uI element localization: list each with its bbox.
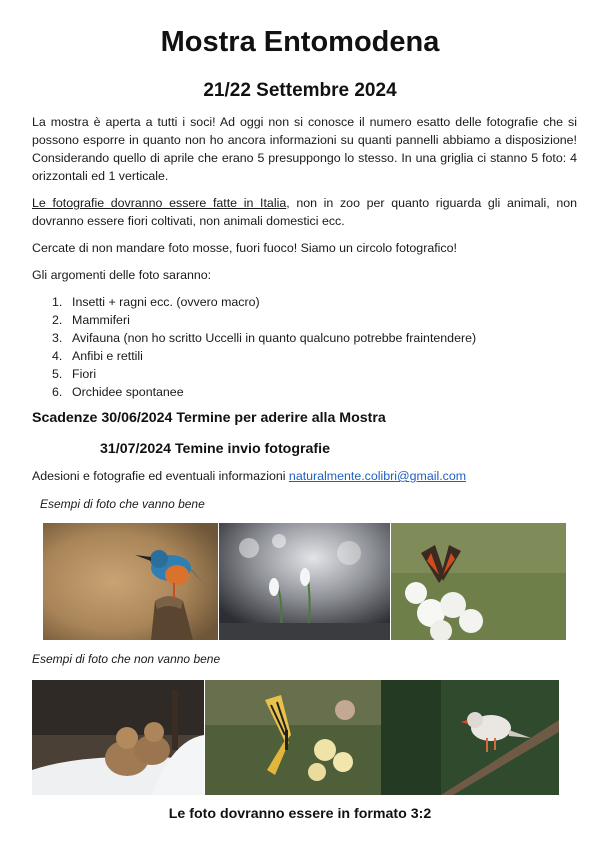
contact-email-link[interactable]: naturalmente.colibri@gmail.com (288, 469, 467, 483)
caption-good-examples: Esempi di foto che vanno bene (40, 497, 205, 511)
date-heading: 21/22 Settembre 2024 (203, 80, 397, 101)
page-title: Mostra Entomodena (160, 26, 440, 58)
swallowtail-photo (205, 680, 381, 795)
list-item: 5. Fiori (52, 367, 97, 381)
quality-paragraph: Cercate di non mandare foto mosse, fuori fuoco! Siamo un circolo fotografico! (32, 241, 457, 255)
list-item: 3. Avifauna (non ho scritto Uccelli in quanto qualcuno potrebbe fraintendere) (52, 331, 477, 345)
list-item: 2. Mammiferi (52, 313, 130, 327)
list-item: 1. Insetti + ragni ecc. (ovvero macro) (52, 295, 260, 309)
butterfly-on-blossom-photo (391, 523, 566, 640)
intro-paragraph: La mostra è aperta a tutti i soci! Ad oggi non si conosce il numero esatto delle fotografie che si possono esporre in quanto non ho ancora informazioni su quanti pannelli abbiamo a disposizione! Considerando quello di aprile che erano 5 presuppongo lo stesso. In una griglia ci stanno 5 foto: 4 orizzontali ed 1 verticale. (32, 115, 577, 183)
lynx-photo (32, 680, 204, 795)
contact-line: Adesioni e fotografie ed eventuali informazioni naturalmente.colibri@gmail.com (32, 469, 467, 483)
snowdrops-photo (219, 523, 390, 640)
topics-list (32, 293, 476, 401)
list-item: 6. Orchidee spontanee (52, 385, 184, 399)
list-item: 4. Anfibi e rettili (52, 349, 143, 363)
caption-bad-examples: Esempi di foto che non vanno bene (32, 652, 221, 666)
rules-underlined: Le fotografie dovranno essere fatte in Italia (32, 196, 287, 210)
format-note: Le foto dovranno essere in formato 3:2 (168, 806, 432, 822)
rules-rest: , non in zoo per quanto riguarda gli animali, non dovranno essere fiori coltivati, non animali domestici ecc. (32, 196, 577, 228)
kingfisher-photo (43, 523, 218, 640)
rules-paragraph (32, 194, 577, 230)
topics-intro: Gli argomenti delle foto saranno: (32, 268, 212, 282)
deadline-submit: 31/07/2024 Temine invio fotografie (100, 441, 330, 457)
zebra-finch-photo (381, 680, 559, 795)
deadline-join: Scadenze 30/06/2024 Termine per aderire alla Mostra (32, 410, 386, 426)
